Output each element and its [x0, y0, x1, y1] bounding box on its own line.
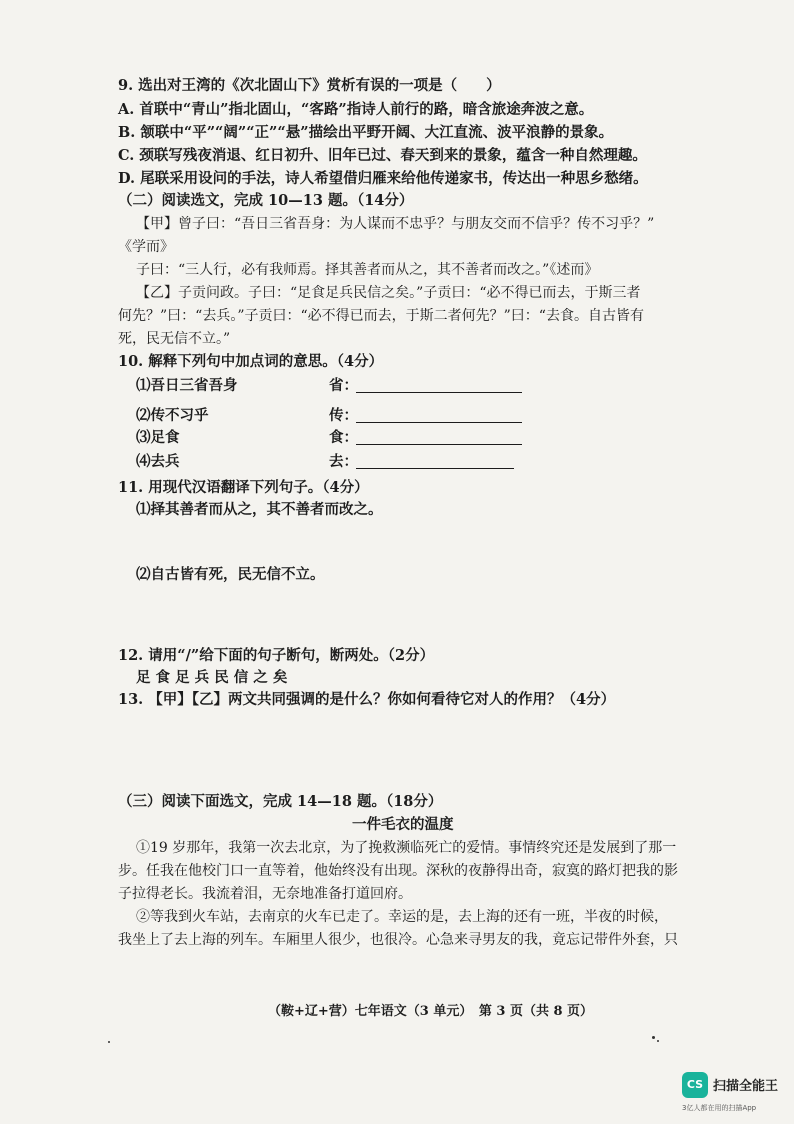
q9-stem: 9. 选出对王湾的《次北固山下》赏析有误的一项是（ ） — [118, 77, 501, 94]
scanner-watermark — [682, 1072, 782, 1116]
q12-stem: 12. 请用“/”给下面的句子断句，断两处。（2分） — [118, 647, 435, 664]
passage-jia-line1: 【甲】曾子曰：“吾日三省吾身：为人谋而不忠乎？与朋友交而不信乎？传不习乎？” — [136, 216, 655, 232]
scan-speck — [108, 1041, 110, 1043]
q10-item2-phrase: ⑵传不习乎 — [136, 407, 209, 424]
q11-stem: 11. 用现代汉语翻译下列句子。（4分） — [118, 479, 369, 496]
passage-yi-line3: 死，民无信不立。” — [118, 331, 231, 347]
page-footer: （鞍+辽+营）七年语文（3 单元） 第 3 页（共 8 页） — [268, 1004, 594, 1019]
q10-answer-line-1[interactable] — [356, 392, 522, 393]
q11-sentence1: ⑴择其善者而从之，其不善者而改之。 — [136, 501, 383, 518]
article-p1-line1: ①19 岁那年，我第一次去北京，为了挽救濒临死亡的爱情。事情终究还是发展到了那一 — [136, 840, 677, 856]
scan-speck — [657, 1040, 659, 1042]
article-p1-line2: 步。任我在他校门口一直等着，他始终没有出现。深秋的夜静得出奇，寂寞的路灯把我的影 — [118, 863, 678, 879]
q9-option-d: D. 尾联采用设问的手法，诗人希望借归雁来给他传递家书，传达出一种思乡愁绪。 — [118, 170, 648, 187]
article-title: 一件毛衣的温度 — [352, 816, 454, 833]
camscanner-logo-icon: CS — [682, 1072, 708, 1098]
q10-item2-word: 传： — [329, 407, 358, 424]
q10-item1-phrase: ⑴吾日三省吾身 — [136, 377, 238, 394]
q12-sentence: 足 食 足 兵 民 信 之 矣 — [136, 669, 288, 686]
q10-answer-line-4[interactable] — [356, 468, 514, 469]
watermark-tagline: 3亿人都在用的扫描App — [682, 1104, 757, 1112]
scan-speck — [652, 1036, 655, 1039]
section3-heading: （三）阅读下面选文，完成 14—18 题。（18分） — [118, 793, 443, 810]
q10-answer-line-3[interactable] — [356, 444, 522, 445]
q10-item3-word: 食： — [329, 429, 358, 446]
article-p2-line1: ②等我到火车站，去南京的火车已走了。幸运的是，去上海的还有一班，半夜的时候， — [136, 909, 668, 925]
passage-jia-line2: 《学而》 — [118, 239, 174, 255]
q10-item1-word: 省： — [329, 377, 358, 394]
section2-heading: （二）阅读选文，完成 10—13 题。（14分） — [118, 192, 414, 209]
q11-sentence2: ⑵自古皆有死，民无信不立。 — [136, 566, 325, 583]
watermark-app-name: 扫描全能王 — [713, 1079, 779, 1094]
passage-yi-line2: 何先？”曰：“去兵。”子贡曰：“必不得已而去，于斯二者何先？”曰：“去食。自古皆有 — [118, 308, 644, 324]
q9-option-b: B. 颔联中“平”“阔”“正”“悬”描绘出平野开阔、大江直流、波平浪静的景象。 — [118, 124, 614, 141]
article-p1-line3: 子拉得老长。我流着泪，无奈地准备打道回府。 — [118, 886, 412, 902]
q10-item4-phrase: ⑷去兵 — [136, 453, 180, 470]
q13-stem: 13. 【甲】【乙】两文共同强调的是什么？你如何看待它对人的作用？（4分） — [118, 691, 616, 708]
article-p2-line2: 我坐上了去上海的列车。车厢里人很少，也很冷。心急来寻男友的我，竟忘记带件外套，只 — [118, 932, 678, 948]
q10-item3-phrase: ⑶足食 — [136, 429, 180, 446]
q10-item4-word: 去： — [329, 453, 358, 470]
q10-answer-line-2[interactable] — [356, 422, 522, 423]
q9-option-a: A. 首联中“青山”指北固山，“客路”指诗人前行的路，暗含旅途奔波之意。 — [118, 101, 594, 118]
passage-yi-line1: 【乙】子贡问政。子曰：“足食足兵民信之矣。”子贡曰：“必不得已而去，于斯三者 — [136, 285, 641, 301]
passage-jia-line3: 子曰：“三人行，必有我师焉。择其善者而从之，其不善者而改之。”《述而》 — [136, 262, 599, 278]
q10-stem: 10. 解释下列句中加点词的意思。（4分） — [118, 353, 384, 370]
q9-option-c: C. 颈联写残夜消退、红日初升、旧年已过、春天到来的景象，蕴含一种自然理趣。 — [118, 147, 647, 164]
